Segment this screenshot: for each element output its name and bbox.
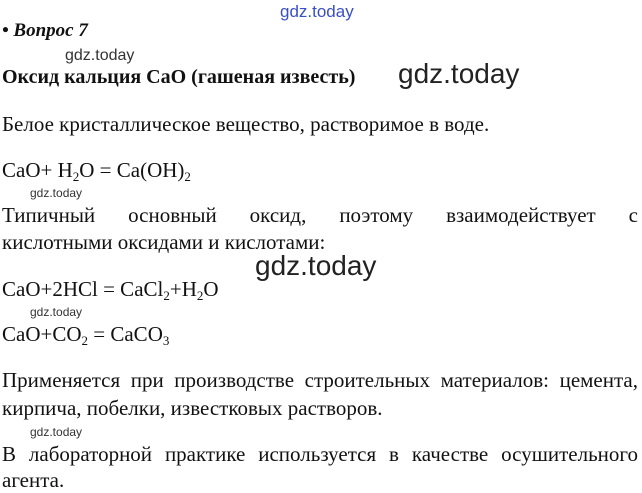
watermark-top: gdz.today	[280, 2, 354, 21]
paragraph-usage-line1: Применяется при производстве строительных материалов: цемента,	[2, 368, 638, 392]
equation-hydration: $CaO+ H_2O = Ca(OH)_2$	[2, 158, 191, 184]
watermark-large: gdz.today	[255, 250, 377, 281]
paragraph-properties-line2: кислотными оксидами и кислотами:	[2, 230, 326, 254]
paragraph-lab-line2: агента.	[2, 468, 65, 492]
paragraph-properties-line1: Типичный основный оксид, поэтому взаимодействует с	[2, 203, 638, 227]
paragraph-usage-line2: кирпича, побелки, известковых растворов.	[2, 396, 383, 420]
watermark-small: gdz.today	[65, 47, 135, 64]
paragraph-lab-line1: В лабораторной практике используется в качестве осушительного	[2, 442, 638, 466]
watermark-small: gdz.today	[30, 425, 83, 439]
question-heading: • Вопрос 7	[2, 20, 88, 41]
paragraph-description: Белое кристаллическое вещество, растворимое в воде.	[2, 112, 490, 136]
page-title: Оксид кальция CaO (гашеная известь)	[2, 66, 356, 88]
watermark-small: gdz.today	[30, 186, 83, 200]
watermark-large: gdz.today	[398, 58, 520, 89]
equation-co2: $CaO+CO_2$ = CaCO$_3$	[2, 322, 170, 348]
equation-hcl: $CaO+2HCl = CaCl_2+H_2O$	[2, 277, 219, 303]
watermark-small: gdz.today	[30, 305, 83, 319]
